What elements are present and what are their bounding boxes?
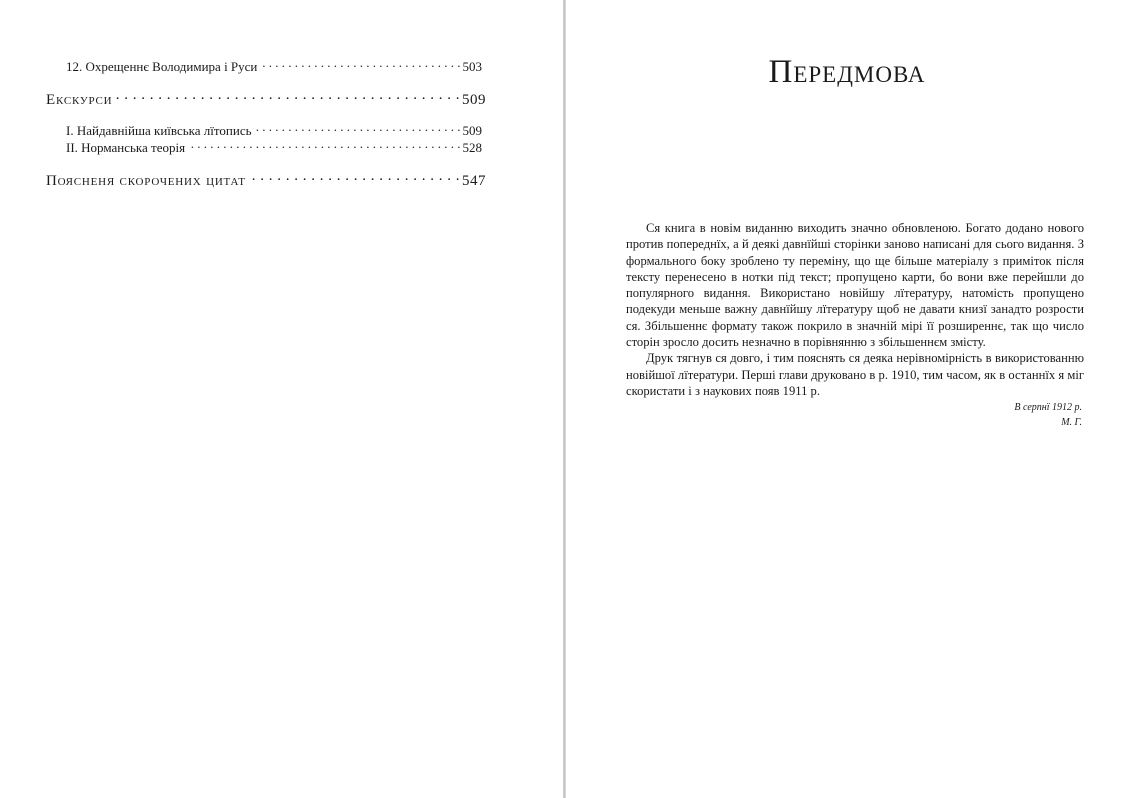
toc-leader-dots [187, 139, 460, 152]
toc-leader-dots [114, 89, 460, 104]
toc-section [46, 89, 486, 109]
toc-entry [66, 122, 482, 139]
toc-entry-title: 12. Охрещеннє Володимира і Руси [66, 59, 258, 74]
toc-section-page: 547 [462, 173, 486, 189]
preface-date: В серпнї 1912 р. [1014, 402, 1082, 413]
toc-entry-page: 503 [462, 59, 482, 74]
preface-body [626, 220, 1084, 399]
left-page-toc [0, 0, 563, 798]
toc-entry-title: I. Найдавнійша київська лїтопись [66, 123, 252, 138]
preface-author: М. Г. [1061, 417, 1082, 428]
preface-heading: Передмова [768, 54, 926, 90]
toc-section-title: Екскурси [46, 92, 113, 108]
right-page-preface [566, 0, 1128, 798]
toc-entry-title: II. Норманська теорія [66, 140, 186, 155]
toc-entry-page: 509 [462, 123, 482, 138]
toc-leader-dots [248, 170, 460, 185]
toc-leader-dots [259, 58, 460, 71]
preface-paragraph: Друк тягнув ся довго, і тим пояснять ся деяка нерівномірність в використованню новійшої лїтератури. Перші глави друковано в р. 1910, тим часом, як в останнїх я міг скористати і з наукових появ 1911 р. [626, 351, 1084, 398]
toc-leader-dots [254, 122, 461, 135]
toc-entry [66, 139, 482, 156]
toc-entry [66, 58, 482, 75]
toc-section-page: 509 [462, 92, 486, 108]
toc-section [46, 170, 486, 190]
preface-paragraph: Ся книга в новім виданню виходить значно обновленою. Богато додано нового против попереднїх, а й деякі давнїйші сторінки заново написані для сього видання. З формального боку зроблено ту переміну, що ще більше матеріалу з приміток після тексту перенесено в нотки під текст; пропущено карти, бо вони вже перейшли до популярного видання. Використано новійшу лїтературу, натомість пропущено подекуди меньше важну давнїйшу лїтературу щоб не давати книзї занадто розрости ся. Збільшеннє формату також покрило в значній мірі її розширеннє, так що число сторін зросло досить незначно в порівнянню з збільшеннєм змісту. [626, 221, 1084, 350]
toc-section-title: Поясненя скорочених цитат [46, 173, 246, 189]
toc-entry-page: 528 [462, 140, 482, 155]
